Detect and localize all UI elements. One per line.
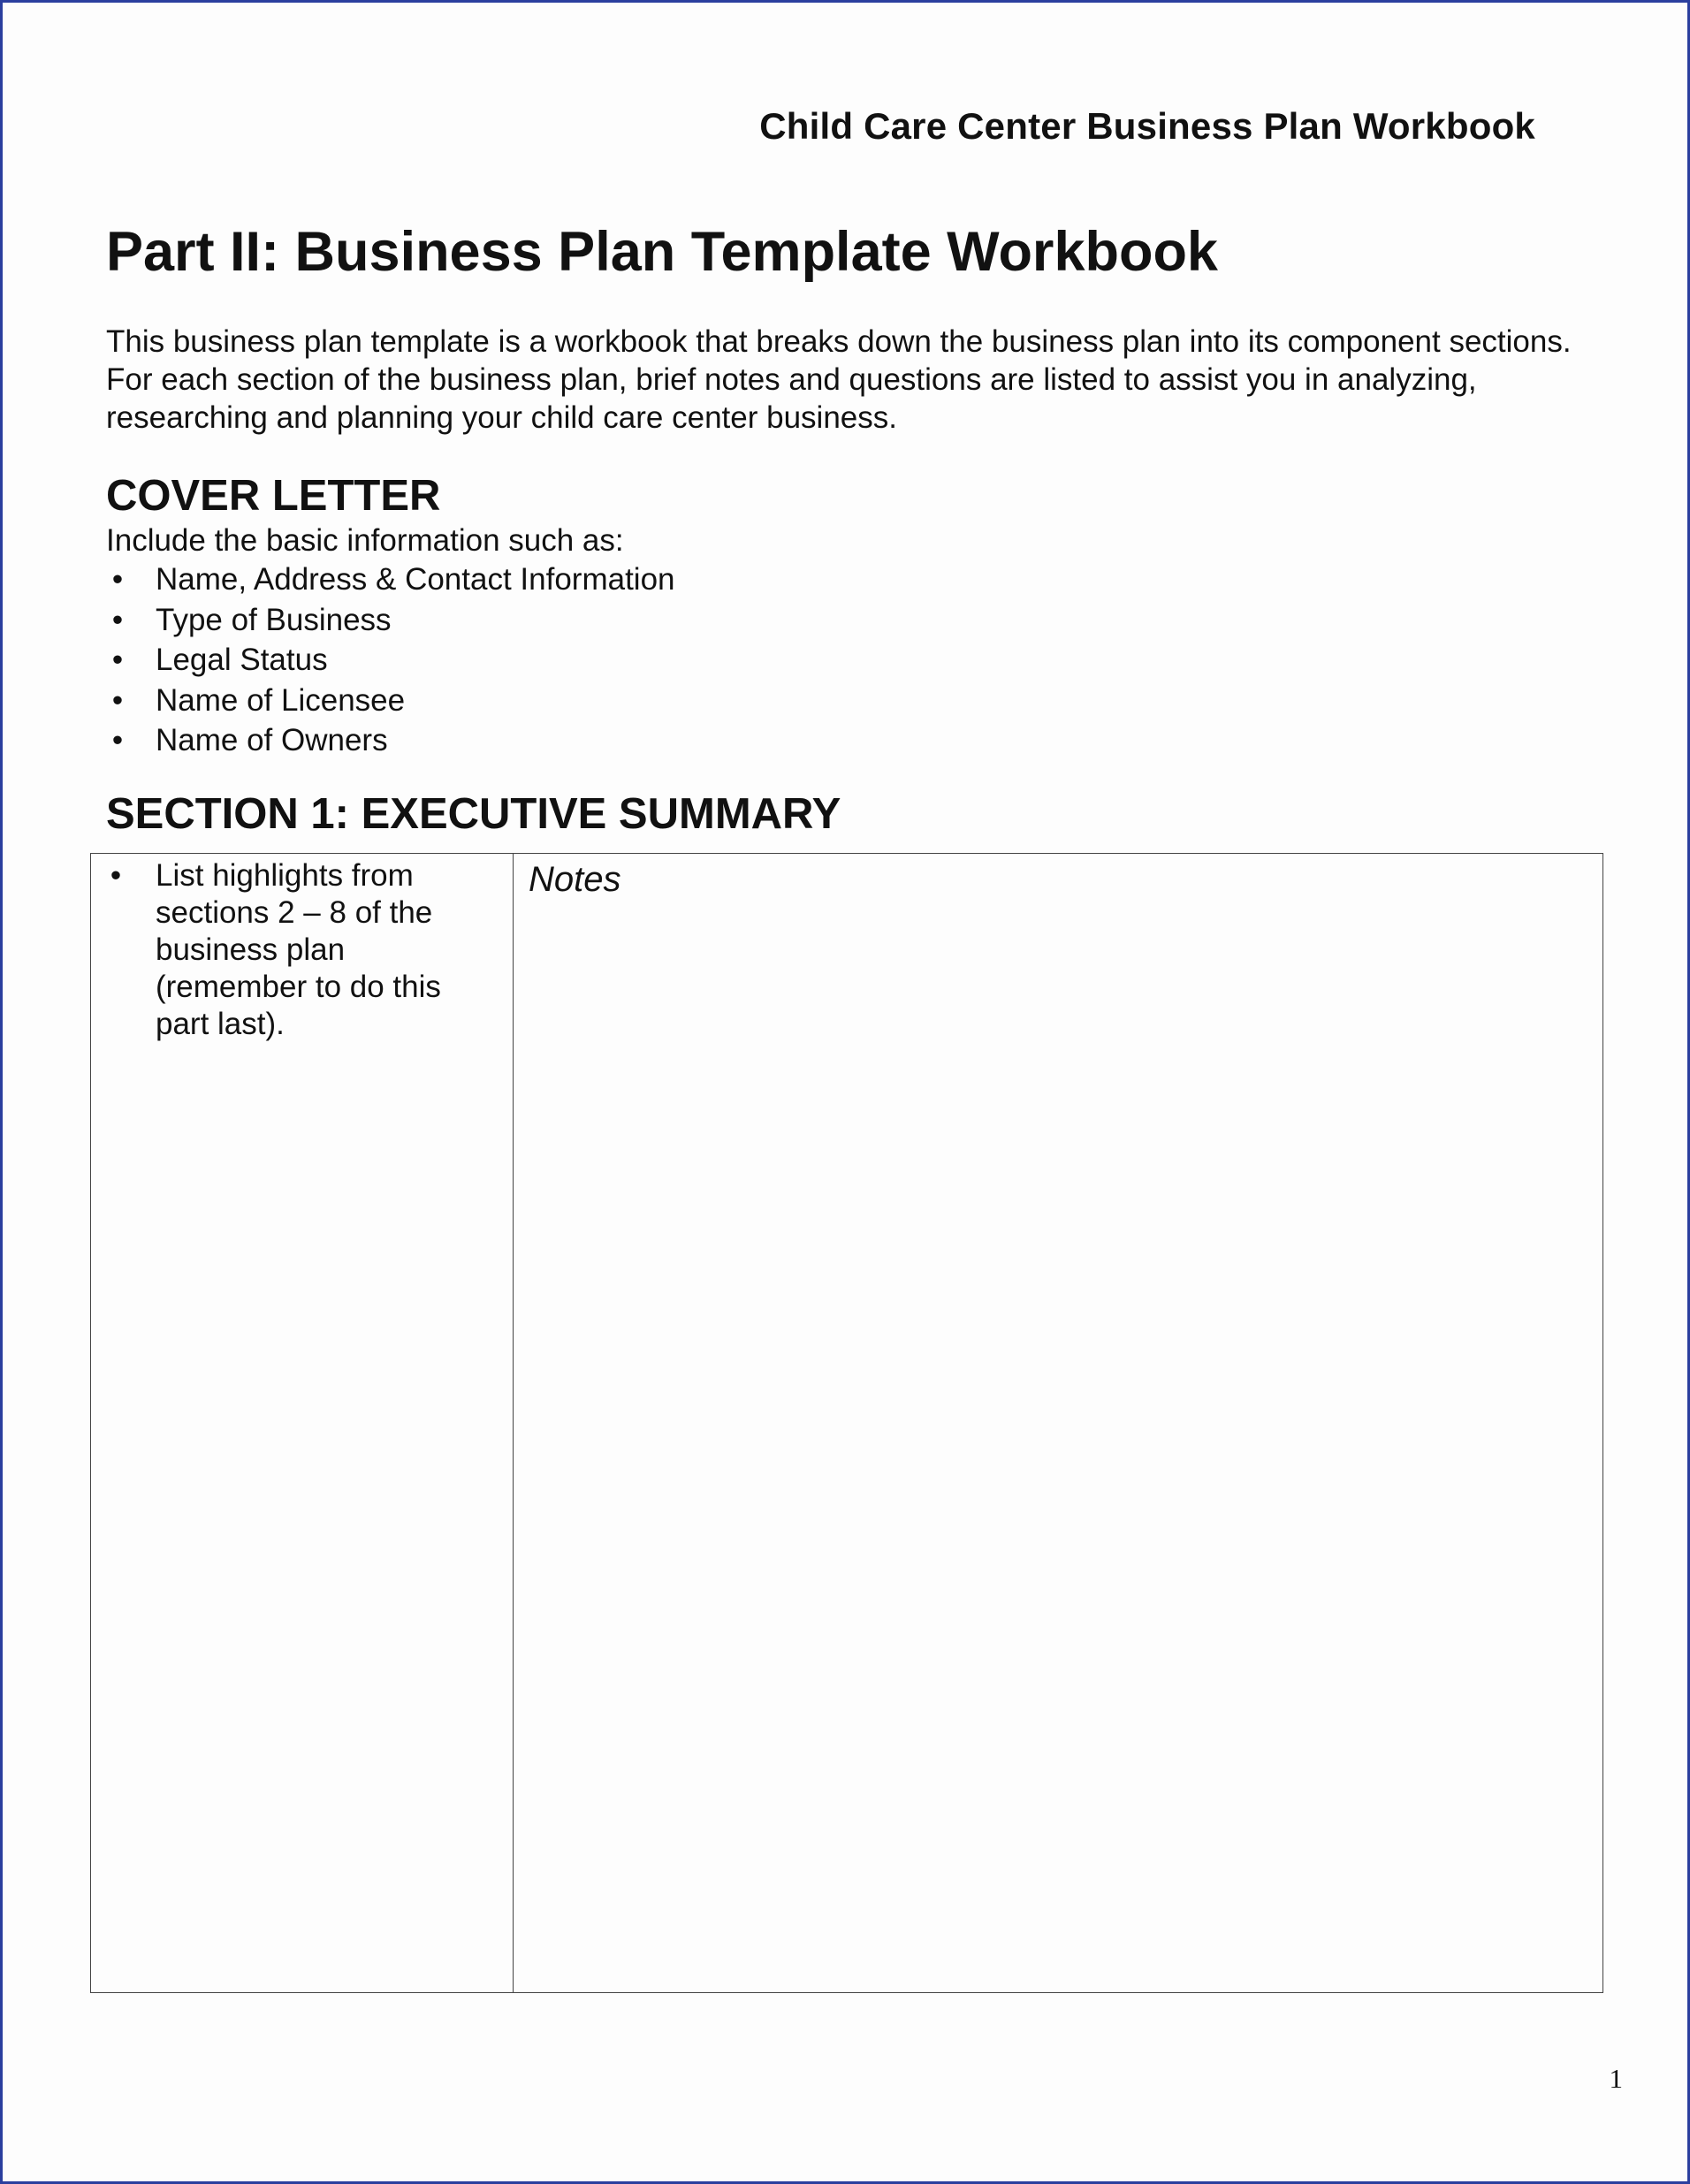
bullet-icon: • — [111, 723, 124, 757]
list-item — [106, 559, 1591, 600]
list-item — [106, 640, 1591, 681]
executive-summary-heading: SECTION 1: EXECUTIVE SUMMARY — [106, 789, 841, 838]
cover-letter-heading: COVER LETTER — [106, 472, 441, 520]
guidance-cell — [91, 854, 514, 1992]
list-item-text: Legal Status — [156, 643, 328, 677]
intro-paragraph: This business plan template is a workbook that breaks down the business plan into its component sections. For each section of the business plan, brief notes and questions are listed to assist you in analyzing, researching and planning your child care center business. — [106, 324, 1572, 435]
guidance-text: List highlights from sections 2 – 8 of the business plan (remember to do this part last). — [156, 858, 441, 1041]
bullet-icon: • — [111, 643, 124, 677]
bullet-icon: • — [110, 858, 122, 893]
notes-label: Notes — [529, 860, 621, 899]
part-title: Part II: Business Plan Template Workbook — [106, 221, 1218, 283]
list-item-text: Name of Licensee — [156, 682, 406, 718]
page-content — [106, 220, 1591, 840]
page-number: 1 — [1609, 2063, 1623, 2094]
list-item — [106, 600, 1591, 641]
cover-letter-intro: Include the basic information such as: — [106, 523, 624, 558]
executive-summary-table — [90, 853, 1603, 1993]
notes-cell[interactable] — [514, 854, 1602, 1992]
cover-letter-list — [106, 559, 1591, 761]
list-item-text: Name, Address & Contact Information — [156, 562, 675, 597]
guidance-item — [107, 857, 513, 1043]
list-item-text: Name of Owners — [156, 723, 388, 757]
list-item — [106, 681, 1591, 721]
bullet-icon: • — [111, 602, 124, 637]
bullet-icon: • — [111, 562, 124, 597]
bullet-icon: • — [111, 682, 124, 718]
list-item-text: Type of Business — [156, 602, 392, 637]
running-header: Child Care Center Business Plan Workbook — [759, 105, 1535, 147]
list-item — [106, 720, 1591, 761]
